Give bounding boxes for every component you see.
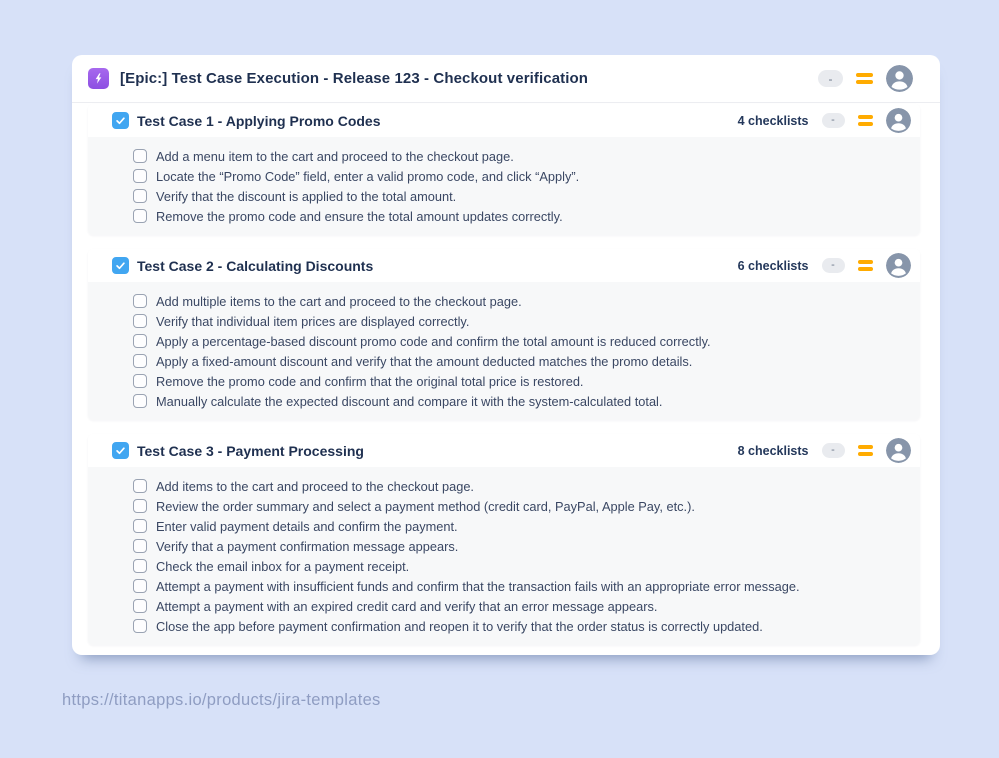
test-case-header (88, 249, 920, 282)
minus-icon: - (831, 444, 835, 456)
medium-priority-icon[interactable] (858, 445, 874, 455)
test-case-header (88, 434, 920, 467)
sections-container (72, 103, 940, 645)
checklist (88, 282, 920, 420)
unchecked-checkbox[interactable] (133, 394, 147, 408)
unchecked-checkbox[interactable] (133, 354, 147, 368)
unchecked-checkbox[interactable] (133, 619, 147, 633)
user-avatar-icon[interactable] (886, 438, 911, 463)
checklist-item-label: Apply a fixed-amount discount and verify that the amount deducted matches the promo details. (156, 353, 693, 369)
checklist (88, 467, 920, 645)
checklist-item-label: Remove the promo code and confirm that the original total price is restored. (156, 373, 584, 389)
checklist-item-label: Enter valid payment details and confirm the payment. (156, 518, 458, 534)
collapse-button[interactable] (822, 258, 845, 274)
checklist-item (133, 476, 910, 496)
test-case-section (88, 104, 920, 235)
test-case-header (88, 104, 920, 137)
unchecked-checkbox[interactable] (133, 599, 147, 613)
checklist-count-badge: 8 checklists (737, 443, 809, 458)
section-title: Test Case 2 - Calculating Discounts (137, 257, 374, 274)
user-avatar-icon[interactable] (886, 65, 913, 92)
checklist-item (133, 576, 910, 596)
collapse-button[interactable] (822, 113, 845, 129)
checklist-count-badge: 6 checklists (737, 258, 809, 273)
minus-icon: - (828, 71, 833, 86)
checklist-item (133, 331, 910, 351)
checklist-item (133, 516, 910, 536)
unchecked-checkbox[interactable] (133, 149, 147, 163)
checklist-item-label: Verify that the discount is applied to the total amount. (156, 188, 457, 204)
checklist-item (133, 146, 910, 166)
section-title: Test Case 3 - Payment Processing (137, 442, 364, 459)
checklist-item-label: Close the app before payment confirmation and reopen it to verify that the order status is correctly updated. (156, 618, 763, 634)
checked-checkbox[interactable] (112, 442, 129, 459)
unchecked-checkbox[interactable] (133, 169, 147, 183)
checklist-item (133, 556, 910, 576)
checklist-item (133, 536, 910, 556)
section-title: Test Case 1 - Applying Promo Codes (137, 112, 381, 129)
checklist-item (133, 596, 910, 616)
unchecked-checkbox[interactable] (133, 334, 147, 348)
checklist-item-label: Review the order summary and select a payment method (credit card, PayPal, Apple Pay, etc.). (156, 498, 695, 514)
checklist (88, 137, 920, 235)
checklist-item (133, 371, 910, 391)
medium-priority-icon[interactable] (858, 260, 874, 270)
checklist-item (133, 351, 910, 371)
unchecked-checkbox[interactable] (133, 559, 147, 573)
unchecked-checkbox[interactable] (133, 479, 147, 493)
checklist-item-label: Verify that individual item prices are displayed correctly. (156, 313, 470, 329)
checklist-item-label: Attempt a payment with an expired credit card and verify that an error message appears. (156, 598, 658, 614)
collapse-button[interactable] (822, 443, 845, 459)
user-avatar-icon[interactable] (886, 108, 911, 133)
epic-header (72, 55, 940, 103)
checked-checkbox[interactable] (112, 257, 129, 274)
epic-lightning-icon (88, 68, 109, 89)
checklist-item (133, 186, 910, 206)
checklist-item-label: Add multiple items to the cart and proceed to the checkout page. (156, 293, 522, 309)
checklist-item (133, 166, 910, 186)
checklist-item-label: Manually calculate the expected discount and compare it with the system-calculated total. (156, 393, 663, 409)
user-avatar-icon[interactable] (886, 253, 911, 278)
unchecked-checkbox[interactable] (133, 294, 147, 308)
unchecked-checkbox[interactable] (133, 209, 147, 223)
unchecked-checkbox[interactable] (133, 499, 147, 513)
medium-priority-icon[interactable] (856, 73, 873, 84)
checklist-item (133, 496, 910, 516)
epic-title: [Epic:] Test Case Execution - Release 123 - Checkout verification (120, 70, 589, 87)
checklist-item (133, 391, 910, 411)
checklist-item-label: Remove the promo code and ensure the total amount updates correctly. (156, 208, 563, 224)
checklist-item (133, 311, 910, 331)
test-case-section (88, 249, 920, 420)
checklist-item-label: Add a menu item to the cart and proceed to the checkout page. (156, 148, 514, 164)
checklist-item (133, 206, 910, 226)
collapse-button[interactable] (818, 70, 843, 87)
unchecked-checkbox[interactable] (133, 374, 147, 388)
test-case-section (88, 434, 920, 645)
checklist-item-label: Locate the “Promo Code” field, enter a valid promo code, and click “Apply”. (156, 168, 580, 184)
epic-card (72, 55, 940, 655)
unchecked-checkbox[interactable] (133, 579, 147, 593)
checklist-item (133, 291, 910, 311)
checklist-item-label: Check the email inbox for a payment receipt. (156, 558, 410, 574)
checklist-item (133, 616, 910, 636)
minus-icon: - (831, 114, 835, 126)
unchecked-checkbox[interactable] (133, 189, 147, 203)
checklist-item-label: Apply a percentage-based discount promo code and confirm the total amount is reduced correctly. (156, 333, 711, 349)
checklist-item-label: Verify that a payment confirmation message appears. (156, 538, 459, 554)
checklist-item-label: Attempt a payment with insufficient funds and confirm that the transaction fails with an appropriate error message. (156, 578, 800, 594)
checked-checkbox[interactable] (112, 112, 129, 129)
medium-priority-icon[interactable] (858, 115, 874, 125)
checklist-item-label: Add items to the cart and proceed to the checkout page. (156, 478, 474, 494)
minus-icon: - (831, 259, 835, 271)
unchecked-checkbox[interactable] (133, 539, 147, 553)
unchecked-checkbox[interactable] (133, 519, 147, 533)
url-caption: https://titanapps.io/products/jira-templates (62, 691, 381, 709)
checklist-count-badge: 4 checklists (737, 113, 809, 128)
unchecked-checkbox[interactable] (133, 314, 147, 328)
